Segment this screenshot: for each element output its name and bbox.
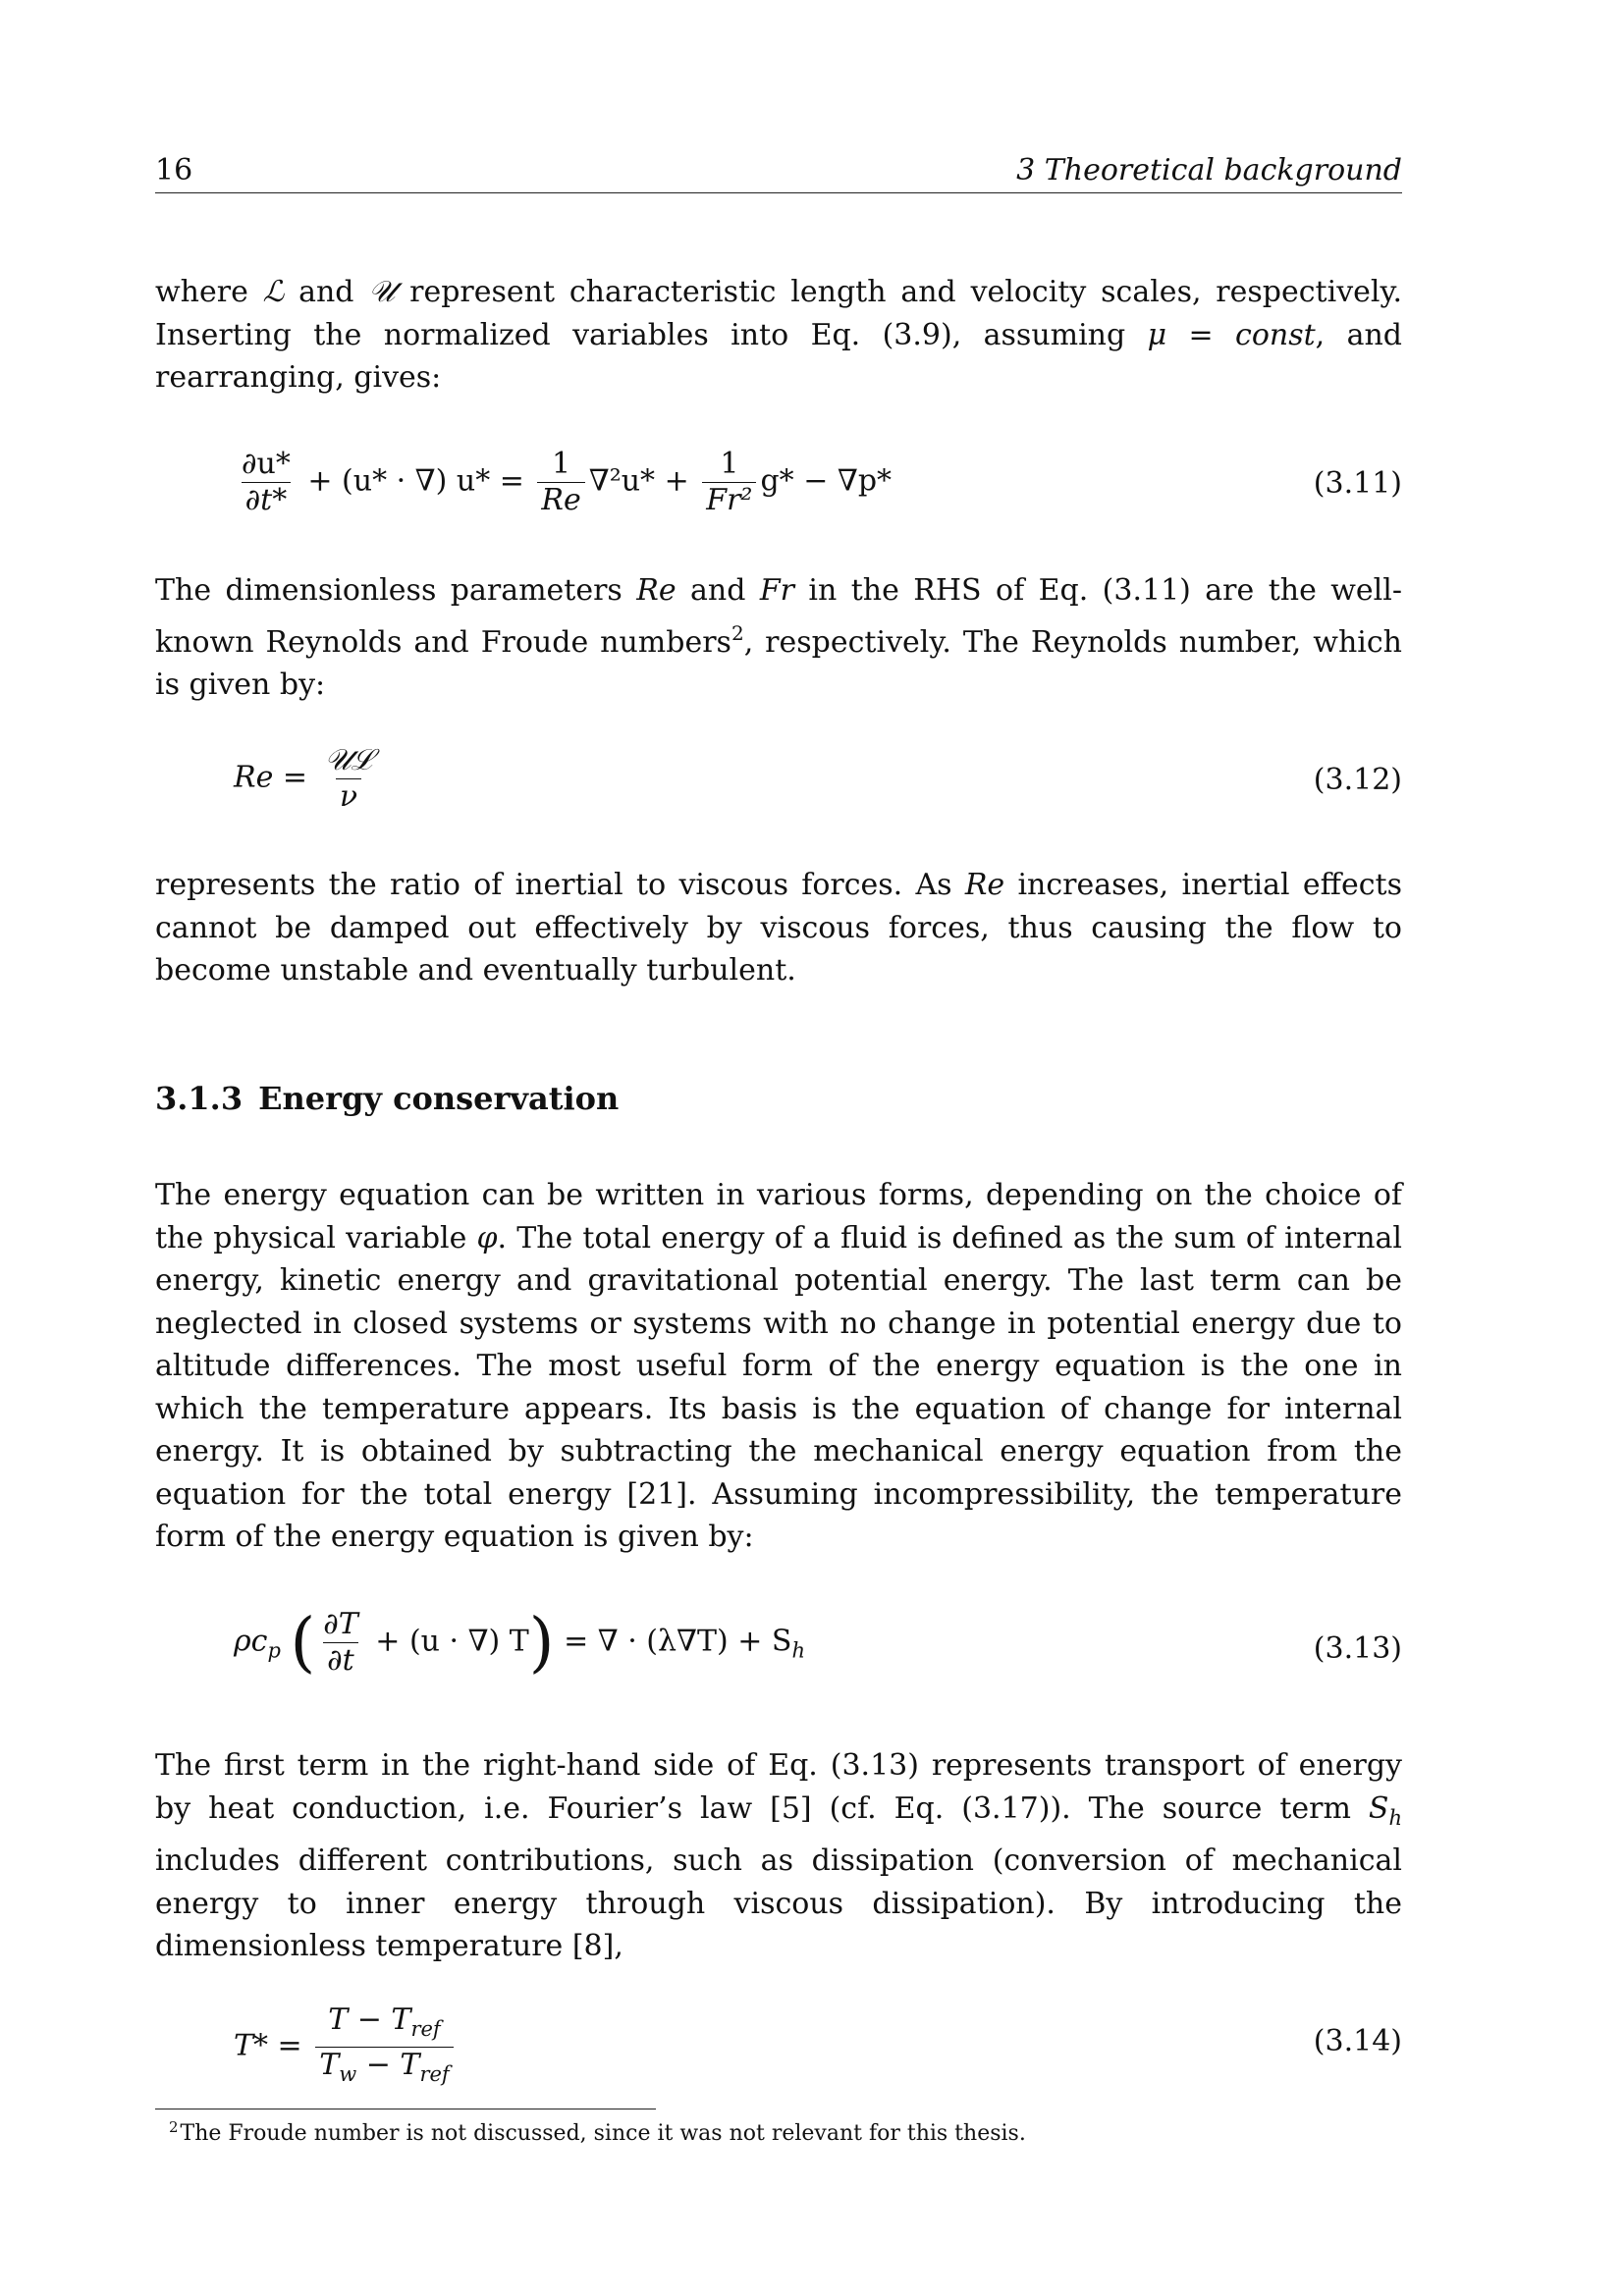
page-number: 16 [155, 153, 193, 187]
equation-number: (3.12) [1313, 763, 1402, 797]
equation-3-13: $\rho c_p$ ( $\frac{\partial T}{\partial t}$ + (u · ∇) T) = ∇ · $(\lambda\nabla T) + S_h$ (3.13) [234, 1604, 1402, 1681]
footnote: $^2$The Froude number is not discussed, since it was not relevant for this thesis. [169, 2118, 1026, 2146]
equation-3-14: T* = $\frac{T - T_{ref}}{T_w - T_{ref}}$ (3.14) [155, 2002, 1402, 2086]
paragraph-energy: The energy equation can be written in various forms, depending on the choice of the physical variable φ. The total energy of a fluid is defined as the sum of internal energy, kinetic energy and gravitational potential energy. The last term can be neglected in closed systems or systems with no change in potential energy due to altitude differences. The most useful form of the energy equation is the one in which the temperature appears. Its basis is the equation of change for internal energy. It is obtained by subtracting the mechanical energy equation from the equation for the total energy [21]. Assuming incompressibility, the temperature form of the energy equation is given by: [155, 1178, 1402, 1554]
chapter-title: 3 Theoretical background [1016, 153, 1402, 187]
section-heading: 3.1.3 Energy conservation [155, 1080, 620, 1117]
equation-3-11: $\frac{\partial u*}{\partial t*}$ + (u* · ∇) u* = $\frac{1}{Re}$ ∇²u* + $\frac{1}{\text{Fr²}}$ g* − ∇p* (3.11) [242, 447, 1402, 517]
equation-number: (3.13) [1313, 1631, 1402, 1666]
equation-number: (3.14) [1313, 2024, 1402, 2058]
equation-number: (3.11) [1313, 466, 1402, 501]
equation-3-12: Re = $\frac{\text{𝒰ℒ}}{\nu}$ (3.12) [234, 743, 1402, 814]
footnote-marker: 2 [731, 620, 744, 645]
paragraph-intro: where ℒ and 𝒰 represent characteristic length and velocity scales, respectively. Inserting the normalized variables into Eq. (3.9), assuming μ = const, and rearranging, gives: [155, 275, 1402, 395]
paragraph-reynolds: The dimensionless parameters Re and Fr in the RHS of Eq. (3.11) are the well-known Reynolds and Froude numbers$^2$, respectively. The Reynolds number, which is given by: [155, 573, 1403, 702]
running-header [155, 149, 1402, 193]
paragraph-first-term: The first term in the right-hand side of Eq. (3.13) represents transport of energy by heat conduction, i.e. Fourier’s law [5] (cf. Eq. (3.17)). The source term $S_h$ includes different contributions, such as dissipation (conversion of mechanical energy to inner energy through viscous dissipation). By introducing the dimensionless temperature [8], [155, 1748, 1402, 1963]
paragraph-ratio: represents the ratio of inertial to viscous forces. As Re increases, inertial effects cannot be damped out effectively by viscous forces, thus causing the flow to become unstable and eventually turbulent. [155, 868, 1402, 988]
